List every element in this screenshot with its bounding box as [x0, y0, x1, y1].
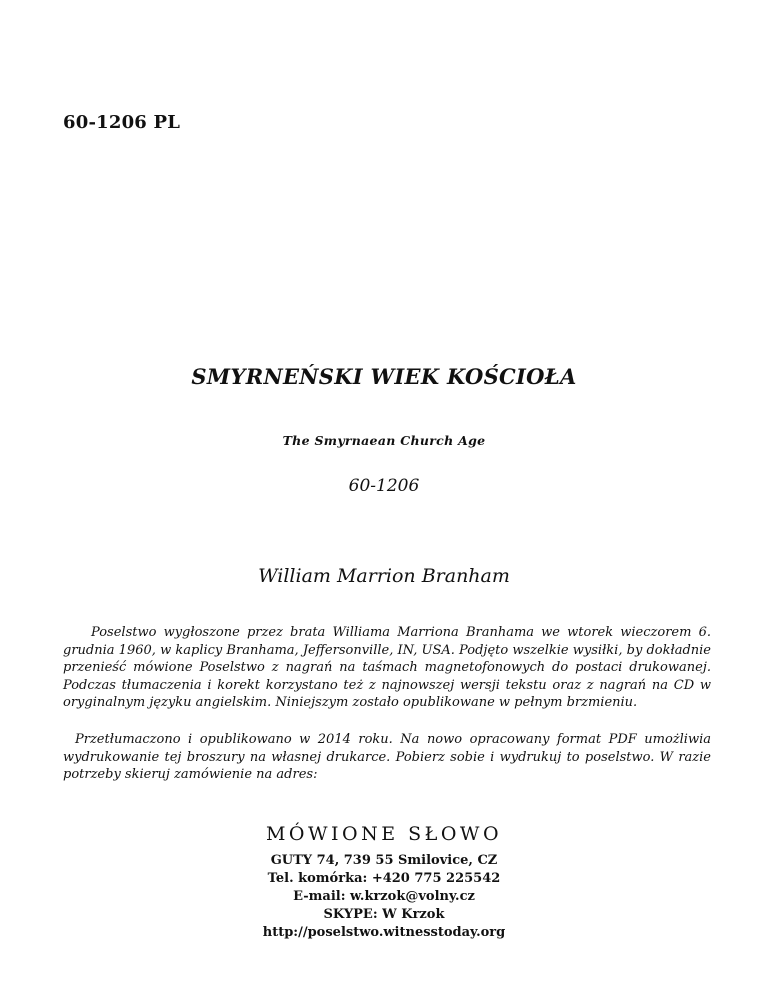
author-name: William Marrion Branham	[258, 565, 510, 587]
publisher-name: MÓWIONE SŁOWO	[265, 823, 503, 845]
sermon-title: SMYRNEŃSKI WIEK KOŚCIOŁA	[191, 364, 577, 389]
sermon-code: 60-1206	[348, 476, 420, 496]
publisher-address: GUTY 74, 739 55 Smilovice, CZ	[270, 853, 498, 868]
publisher-website-link[interactable]: http://poselstwo.witnesstoday.org	[262, 925, 506, 940]
english-title: The Smyrnaean Church Age	[282, 433, 486, 448]
document-code: 60-1206 PL	[63, 112, 181, 133]
description-paragraph: Poselstwo wygłoszone przez brata Williama Marriona Branhama we wtorek wieczorem 6. grudnia 1960, w kaplicy Branhama, Jeffersonville, IN, USA. Podjęto wszelkie wysiłki, by dokładnie przenieść mówione Poselstwo z nagrań na taśmach magnetofonowych do postaci drukowanej. Podczas tłumaczenia i korekt korzystano też z najnowszej wersji tekstu oraz z nagrań na CD w oryginalnym języku angielskim. Niniejszym zostało opublikowane w pełnym brzmieniu.	[63, 625, 711, 710]
publisher-email[interactable]: E-mail: w.krzok@volny.cz	[293, 889, 475, 904]
publication-paragraph: Przetłumaczono i opublikowano w 2014 roku. Na nowo opracowany format PDF umożliwia wydrukowanie tej broszury na własnej drukarce. Pobierz sobie i wydrukuj to poselstwo. W razie potrzeby skieruj zamówienie na adres:	[63, 732, 711, 782]
contact-block	[0, 852, 768, 942]
publisher-phone: Tel. komórka: +420 775 225542	[267, 871, 501, 886]
publisher-skype: SKYPE: W Krzok	[323, 907, 445, 922]
